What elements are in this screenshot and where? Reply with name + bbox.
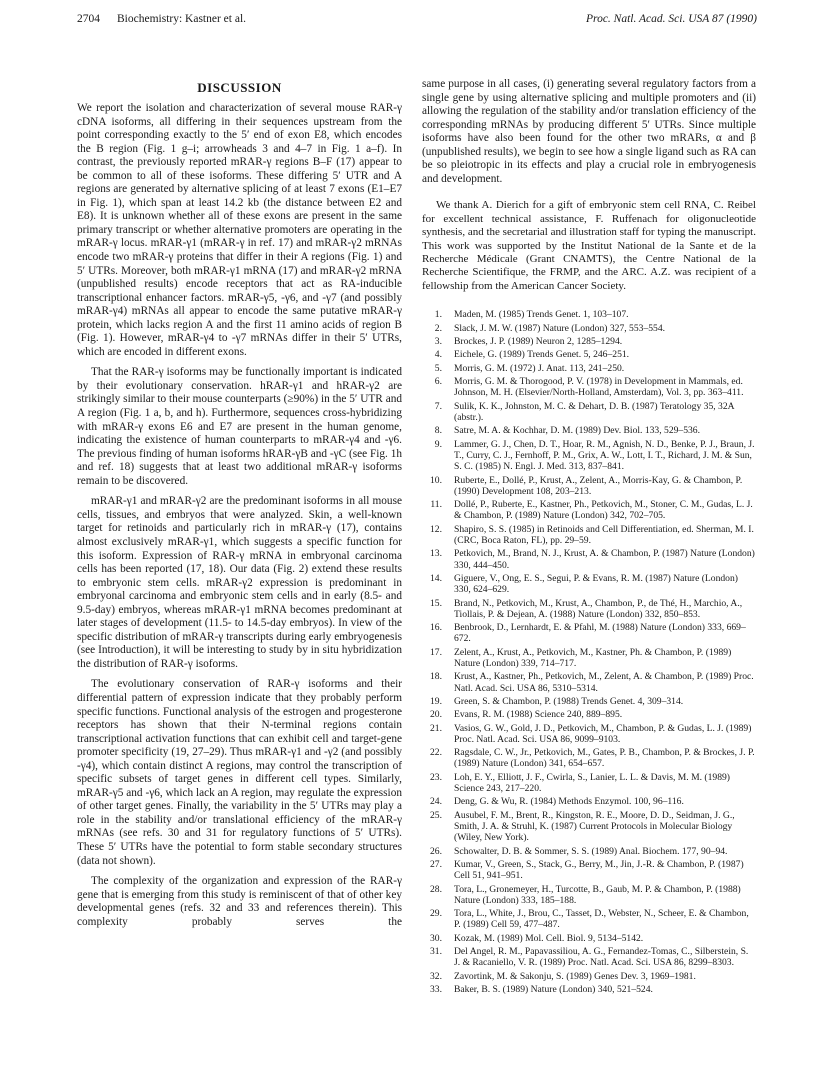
discussion-paragraph-5-continued	[422, 78, 756, 186]
reference-text: Dollé, P., Ruberte, E., Kastner, Ph., Petkovich, M., Stoner, C. M., Gudas, L. J. & Chambon, P. (1989) Nature (London) 342, 702–705.	[454, 499, 753, 522]
reference-item	[422, 908, 756, 930]
reference-text: Tora, L., White, J., Brou, C., Tasset, D., Webster, N., Scheer, E. & Chambon, P. (1989) Cell 59, 477–487.	[454, 908, 749, 931]
reference-text: Ragsdale, C. W., Jr., Petkovich, M., Gates, P. B., Chambon, P. & Brockes, J. P. (1989) Nature (London) 341, 654–657.	[454, 747, 755, 770]
reference-text: Baker, B. S. (1989) Nature (London) 340, 521–524.	[454, 984, 653, 996]
reference-text: Slack, J. M. W. (1987) Nature (London) 327, 553–554.	[454, 322, 666, 334]
reference-number: 16.	[430, 622, 442, 634]
reference-number: 17.	[430, 646, 442, 658]
reference-text: Morris, G. M. (1972) J. Anat. 113, 241–250.	[454, 362, 625, 374]
reference-text: Maden, M. (1985) Trends Genet. 1, 103–107.	[454, 309, 629, 321]
reference-number: 29.	[430, 908, 442, 920]
reference-text: Benbrook, D., Lernhardt, E. & Pfahl, M. (1988) Nature (London) 333, 669–672.	[454, 622, 746, 645]
reference-text: Deng, G. & Wu, R. (1984) Methods Enzymol. 100, 96–116.	[454, 796, 684, 808]
reference-text: Vasios, G. W., Gold, J. D., Petkovich, M., Chambon, P. & Gudas, L. J. (1989) Proc. Natl. Acad. Sci. USA 86, 9099–9103.	[454, 722, 752, 745]
reference-number: 21.	[430, 722, 442, 734]
page-number: 2704	[77, 13, 100, 25]
reference-item	[422, 884, 756, 906]
reference-item	[422, 439, 756, 473]
reference-item	[422, 772, 756, 794]
reference-number: 14.	[430, 572, 442, 584]
reference-text: Shapiro, S. S. (1985) in Retinoids and Cell Differentiation, ed. Sherman, M. I. (CRC, Boca Raton, FL), pp. 29–59.	[454, 523, 754, 546]
reference-item	[422, 859, 756, 881]
reference-text: Kozak, M. (1989) Mol. Cell. Biol. 9, 5134–5142.	[454, 932, 644, 944]
reference-number: 32.	[430, 970, 442, 982]
reference-number: 1.	[434, 309, 442, 321]
right-column	[422, 78, 756, 998]
reference-text: Zavortink, M. & Sakonju, S. (1989) Genes Dev. 3, 1969–1981.	[454, 970, 696, 982]
discussion-paragraph-1: We report the isolation and characterization of several mouse RAR-γ cDNA isoforms, all differing in their sequences upstream from the point corresponding exactly to the 5′ end of exon E8, which encodes the B region (Fig. 1 g–i; arrowheads 3 and 4–7 in Fig. 1 a–f). In contrast, the previously reported mRAR-γ regions B–F (17) appear to be common to all of these isoforms. These differing 5′ UTR and A regions are generated by alternative splicing of at least 7 exons (E1–E7 in Fig. 1), which span at least 14.2 kb (the distance between E2 and E8). It is unknown whether all of these exons are present in the same primary transcript or whether alternative promoters are operating in the mRAR-γ locus. mRAR-γ1 (mRAR-γ in ref. 17) and mRAR-γ2 mRNAs encode two mRAR-γ proteins that differ in their A regions (Fig. 1) and 5′ UTRs. Moreover, both mRAR-γ1 mRNA (17) and mRAR-γ2 mRNA (unpublished results) encode receptors that act as RA-inducible transcriptional enhancer factors. mRAR-γ5, -γ6, and -γ7 (and possibly mRAR-γ4) mRNAs all appear to encode the same putative mRAR-γ protein, which lacks region A and the first 11 amino acids of region B (Fig. 1). However, mRAR-γ4 to -γ7 mRNAs differ in their 5′ UTRs, which are encoded in different exons.	[77, 102, 402, 358]
discussion-paragraph-4: The evolutionary conservation of RAR-γ isoforms and their differential pattern of expression indicate that they probably perform specific functions. Functional analysis of the estrogen and progesterone receptors has shown that their N-terminal regions contain transcriptional activation functions that can exhibit cell and target-gene promoter specificity (19, 27–29). Thus mRAR-γ1 and -γ2 (and possibly -γ4), which contain distinct A regions, may control the transcription of specific subsets of target genes in different cell types. Similarly, mRAR-γ5 and -γ6, which lack an A region, may regulate the expression of other target genes. Finally, the variability in the 5′ UTRs may play a role in the stability and/or translational efficiency of the mRAR-γ mRNAs (see refs. 30 and 31 for regulatory functions of 5′ UTRs). These 5′ UTRs have the potential to form stable secondary structures (data not shown).	[77, 678, 402, 867]
reference-list	[422, 309, 756, 995]
reference-number: 5.	[434, 362, 442, 374]
discussion-paragraph-5: The complexity of the organization and expression of the RAR-γ gene that is emerging from this study is reminiscent of that of other key developmental genes (refs. 32 and 33 and references therein). This complexity probably serves the	[77, 875, 402, 928]
reference-text: Sulik, K. K., Johnston, M. C. & Dehart, D. B. (1987) Teratology 35, 32A (abstr.).	[454, 400, 735, 423]
reference-text: Eichele, G. (1989) Trends Genet. 5, 246–251.	[454, 349, 630, 361]
reference-number: 11.	[430, 499, 442, 511]
reference-text: Brockes, J. P. (1989) Neuron 2, 1285–1294.	[454, 336, 623, 347]
reference-number: 8.	[434, 425, 442, 437]
reference-text: Morris, G. M. & Thorogood, P. V. (1978) in Development in Mammals, ed. Johnson, M. H. (Elsevier/North-Holland, Amsterdam), Vol. 3, pp. 363–411.	[454, 376, 744, 399]
acknowledgement: We thank A. Dierich for a gift of embryonic stem cell RNA, C. Reibel for excellent technical assistance, F. Ruffenach for oligonucleotide synthesis, and the secretarial and illustration staff for typing the manuscript. This work was supported by the Institut National de la Sante et de la Recherche Médicale (Grant CNAMTS), the Centre National de la Recherche Scientifique, the FRMP, and the ARC. A.Z. was recipient of a fellowship from the American Cancer Society.	[422, 199, 756, 292]
reference-number: 9.	[434, 438, 442, 450]
reference-item	[422, 309, 756, 320]
reference-item	[422, 323, 756, 334]
reference-number: 7.	[434, 400, 442, 412]
reference-item	[422, 598, 756, 620]
reference-item	[422, 696, 756, 707]
reference-text: Ruberte, E., Dollé, P., Krust, A., Zelent, A., Morris-Kay, G. & Chambon, P. (1990) Development 108, 203–213.	[454, 474, 743, 497]
journal-reference: Proc. Natl. Acad. Sci. USA 87 (1990)	[586, 13, 757, 25]
reference-number: 19.	[430, 695, 442, 707]
reference-text: Loh, E. Y., Elliott, J. F., Cwirla, S., Lanier, L. L. & Davis, M. M. (1989) Science 243, 217–220.	[454, 771, 730, 795]
reference-text: Ausubel, F. M., Brent, R., Kingston, R. E., Moore, D. D., Seidman, J. G., Smith, J. A. & Struhl, K. (1987) Current Protocols in Molecular Biology (Wiley, New York).	[454, 809, 735, 844]
reference-item	[422, 723, 756, 745]
reference-item	[422, 401, 756, 423]
reference-item	[422, 747, 756, 769]
reference-number: 24.	[430, 796, 442, 808]
journal-author: Biochemistry: Kastner et al.	[117, 13, 247, 25]
reference-number: 22.	[430, 747, 442, 759]
reference-number: 33.	[430, 984, 442, 996]
reference-item	[422, 573, 756, 595]
reference-text: Giguere, V., Ong, E. S., Segui, P. & Evans, R. M. (1987) Nature (London) 330, 624–629.	[454, 572, 738, 596]
reference-text: Zelent, A., Krust, A., Petkovich, M., Kastner, Ph. & Chambon, P. (1989) Nature (London) 339, 714–717.	[454, 646, 732, 669]
reference-item	[422, 671, 756, 693]
reference-item	[422, 933, 756, 944]
reference-text: Schowalter, D. B. & Sommer, S. S. (1989) Anal. Biochem. 177, 90–94.	[454, 845, 728, 857]
reference-text: Petkovich, M., Brand, N. J., Krust, A. & Chambon, P. (1987) Nature (London) 330, 444–450.	[454, 548, 755, 571]
discussion-paragraph-5-continuation: same purpose in all cases, (i) generating several regulatory factors from a single gene by using alternative splicing and multiple promoters and (ii) allowing the regulation of the stability and/or translation efficiency of the corresponding mRNAs by producing different 5′ UTRs. Since multiple isoforms have also been found for the other two mRARs, α and β (unpublished results), we begin to see how a single ligand such as RA can be so pleiotropic in its effects and play a crucial role in embryogenesis and development.	[422, 78, 756, 185]
running-header	[77, 13, 757, 31]
reference-item	[422, 796, 756, 807]
reference-text: Satre, M. A. & Kochhar, D. M. (1989) Dev. Biol. 133, 529–536.	[454, 425, 701, 437]
reference-item	[422, 349, 756, 360]
reference-item	[422, 336, 756, 347]
reference-number: 31.	[430, 946, 442, 958]
reference-number: 15.	[430, 597, 442, 609]
reference-text: Del Angel, R. M., Papavassiliou, A. G., Fernandez-Tomas, C., Silberstein, S. J. & Racaniello, V. R. (1989) Proc. Natl. Acad. Sci. USA 86, 8299–8303.	[454, 946, 749, 969]
reference-item	[422, 622, 756, 644]
reference-number: 2.	[434, 322, 442, 334]
reference-text: Lammer, G. J., Chen, D. T., Hoar, R. M., Agnish, N. D., Benke, P. J., Braun, J. T., Curry, C. J., Fernhoff, P. M., Grix, A. W., Lott, I. T., Richard, J. M. & Sun, S. C. (1985) N. Engl. J. Med. 313, 837–841.	[454, 438, 755, 473]
discussion-paragraph-3: mRAR-γ1 and mRAR-γ2 are the predominant isoforms in all mouse cells, tissues, and embryos that were analyzed. Skin, a well-known target for retinoids and particularly rich in mRAR-γ (17), contains almost exclusively mRAR-γ1, which suggests a specific function for this isoform. Expression of RAR-γ mRNA in embryonal carcinoma cells has been reported (17, 18). Our data (Fig. 2) extend these results to embryonic stem cells. mRAR-γ2 expression is predominant in embryonal carcinoma and embryonic stem cells and in early (8.5- and 9.5-day) embryos, whereas mRAR-γ1 mRNA becomes predominant at later stages of development (11.5- to 14.5-day embryos). In view of the specific distribution of mRAR-γ transcripts during early embryogenesis (see Introduction), it will be interesting to study by in situ hybridization the distribution of RAR-γ isoforms.	[77, 495, 402, 670]
reference-item	[422, 425, 756, 436]
reference-number: 20.	[430, 709, 442, 721]
reference-number: 12.	[430, 523, 442, 535]
reference-number: 10.	[430, 474, 442, 486]
reference-text: Kumar, V., Green, S., Stack, G., Berry, M., Jin, J.-R. & Chambon, P. (1987) Cell 51, 941–951.	[454, 859, 744, 882]
reference-item	[422, 846, 756, 857]
reference-text: Krust, A., Kastner, Ph., Petkovich, M., Zelent, A. & Chambon, P. (1989) Proc. Natl. Acad. Sci. USA 86, 5310–5314.	[454, 671, 754, 694]
reference-text: Tora, L., Gronemeyer, H., Turcotte, B., Gaub, M. P. & Chambon, P. (1988) Nature (London) 333, 185–188.	[454, 883, 741, 906]
discussion-paragraph-2: That the RAR-γ isoforms may be functionally important is indicated by their evolutionary conservation. hRAR-γ1 and hRAR-γ2 are strikingly similar to their mouse counterparts (≥90%) in the 5′ UTR and A region (Fig. 1 a, b, and h). Furthermore, sequences cross-hybridizing with mRAR-γ exons E6 and E7 are present in the human genome, indicating the existence of human counterparts to mRAR-γ4 and -γ6. The previous finding of human isoforms hRAR-γB and -γC (see Fig. 1h and ref. 18) suggests that at least two additional mRAR-γ isoforms remain to be discovered.	[77, 366, 403, 487]
reference-number: 27.	[430, 859, 442, 871]
reference-text: Green, S. & Chambon, P. (1988) Trends Genet. 4, 309–314.	[454, 695, 684, 707]
reference-item	[422, 971, 756, 982]
reference-item	[422, 376, 756, 398]
reference-item	[422, 647, 756, 669]
reference-text: Evans, R. M. (1988) Science 240, 889–895.	[454, 709, 623, 721]
reference-item	[422, 499, 756, 521]
reference-number: 6.	[434, 376, 442, 388]
left-column	[77, 80, 402, 936]
reference-number: 23.	[430, 771, 442, 783]
reference-item	[422, 810, 756, 844]
reference-number: 13.	[430, 548, 442, 560]
reference-item	[422, 475, 756, 497]
reference-number: 3.	[434, 336, 442, 347]
reference-number: 26.	[430, 845, 442, 857]
section-title: DISCUSSION	[197, 80, 282, 95]
reference-number: 25.	[430, 809, 442, 821]
reference-number: 18.	[430, 671, 442, 683]
reference-item	[422, 548, 756, 570]
reference-number: 4.	[434, 349, 442, 361]
reference-text: Brand, N., Petkovich, M., Krust, A., Chambon, P., de Thé, H., Marchio, A., Tiollais, P. & Dejean, A. (1988) Nature (London) 332, 850–853.	[454, 597, 743, 620]
reference-item	[422, 946, 756, 968]
reference-number: 30.	[430, 932, 442, 944]
reference-number: 28.	[430, 883, 442, 895]
reference-item	[422, 524, 756, 546]
reference-item	[422, 984, 756, 995]
reference-item	[422, 709, 756, 720]
reference-item	[422, 363, 756, 374]
